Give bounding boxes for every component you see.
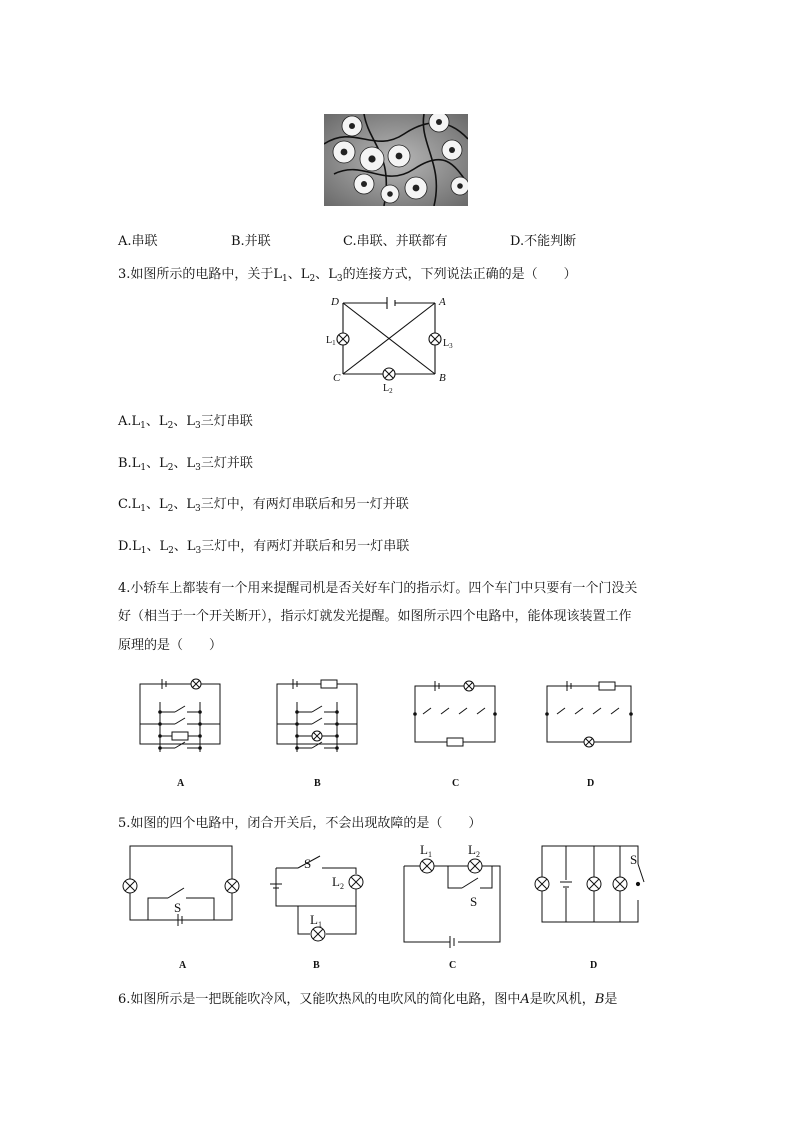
q5-circuit-c — [404, 859, 500, 948]
q5b-l1-label: $L_1$ — [310, 912, 322, 929]
lamp-l1-label: $L_1$ — [326, 335, 336, 347]
q4-circuit-a — [140, 679, 220, 752]
q3-circuit-diagram — [325, 293, 465, 393]
node-c-label: C — [333, 372, 341, 384]
q3-option-c: $C.L_1$、$L_2$、$L_3$三灯中，有两灯串联后和另一灯并联 — [118, 497, 409, 514]
q5c-l1-label: $L_1$ — [420, 842, 432, 859]
q6-stem: 6.如图所示是一把既能吹冷风，又能吹热风的电吹风的简化电路，图中A是吹风机，B是 — [118, 992, 618, 1007]
q4-label-c: C — [452, 778, 460, 789]
q2-option-d: D.不能判断 — [510, 234, 577, 249]
q4-label-d: D — [587, 778, 595, 789]
q5b-l2-label: $L_2$ — [332, 874, 344, 891]
q3-option-a: $A.L_1$、$L_2$、$L_3$三灯串联 — [118, 414, 253, 431]
q5a-switch-label: S — [174, 900, 182, 915]
q2-option-b: B.并联 — [231, 234, 271, 249]
q5b-switch-label: S — [304, 856, 312, 871]
q5-label-a: A — [179, 960, 187, 971]
q5-circuit-d — [535, 846, 644, 922]
q5c-switch-label: S — [470, 894, 478, 909]
q2-option-a: A.串联 — [118, 234, 158, 249]
lamp-l3-label: $L_3$ — [443, 338, 453, 350]
q5-label-d: D — [590, 960, 598, 971]
q4-circuit-diagrams — [130, 672, 670, 792]
lamp-l2-label: $L_2$ — [383, 383, 393, 393]
q3-option-d: $D.L_1$、$L_2$、$L_3$三灯中，有两灯并联后和另一灯串联 — [118, 539, 410, 556]
q4-label-b: B — [314, 778, 321, 789]
q4-circuit-d — [547, 681, 631, 747]
q4-stem-line1: 4.小轿车上都装有一个用来提醒司机是否关好车门的指示灯。四个车门中只要有一个门没关 — [118, 581, 638, 596]
node-d-label: D — [331, 296, 339, 308]
q4-circuit-c — [415, 681, 495, 746]
q5-circuit-b — [270, 856, 363, 941]
q5-stem: 5.如图的四个电路中，闭合开关后，不会出现故障的是（ ） — [118, 816, 482, 831]
q4-stem-line3: 原理的是（ ） — [118, 638, 223, 653]
q5c-l2-label: $L_2$ — [468, 842, 480, 859]
q3-option-b: $B.L_1$、$L_2$、$L_3$三灯并联 — [118, 456, 253, 473]
q5-circuit-diagrams — [118, 838, 678, 976]
q4-label-a: A — [177, 778, 185, 789]
node-b-label: B — [439, 372, 446, 384]
q5-label-c: C — [449, 960, 457, 971]
q4-circuit-b — [277, 679, 357, 752]
q2-option-c: C.串联、并联都有 — [343, 234, 448, 249]
q5-label-b: B — [313, 960, 320, 971]
q5d-switch-label: S — [630, 852, 638, 867]
soccer-ball-lights-photo — [324, 114, 468, 206]
q3-stem: 3.如图所示的电路中，关于$L_1$、$L_2$、$L_3$的连接方式，下列说法正确的是（ ） — [118, 267, 577, 284]
q4-stem-line2: 好（相当于一个开关断开），指示灯就发光提醒。如图所示四个电路中，能体现该装置工作 — [118, 609, 632, 624]
node-a-label: A — [439, 296, 446, 308]
